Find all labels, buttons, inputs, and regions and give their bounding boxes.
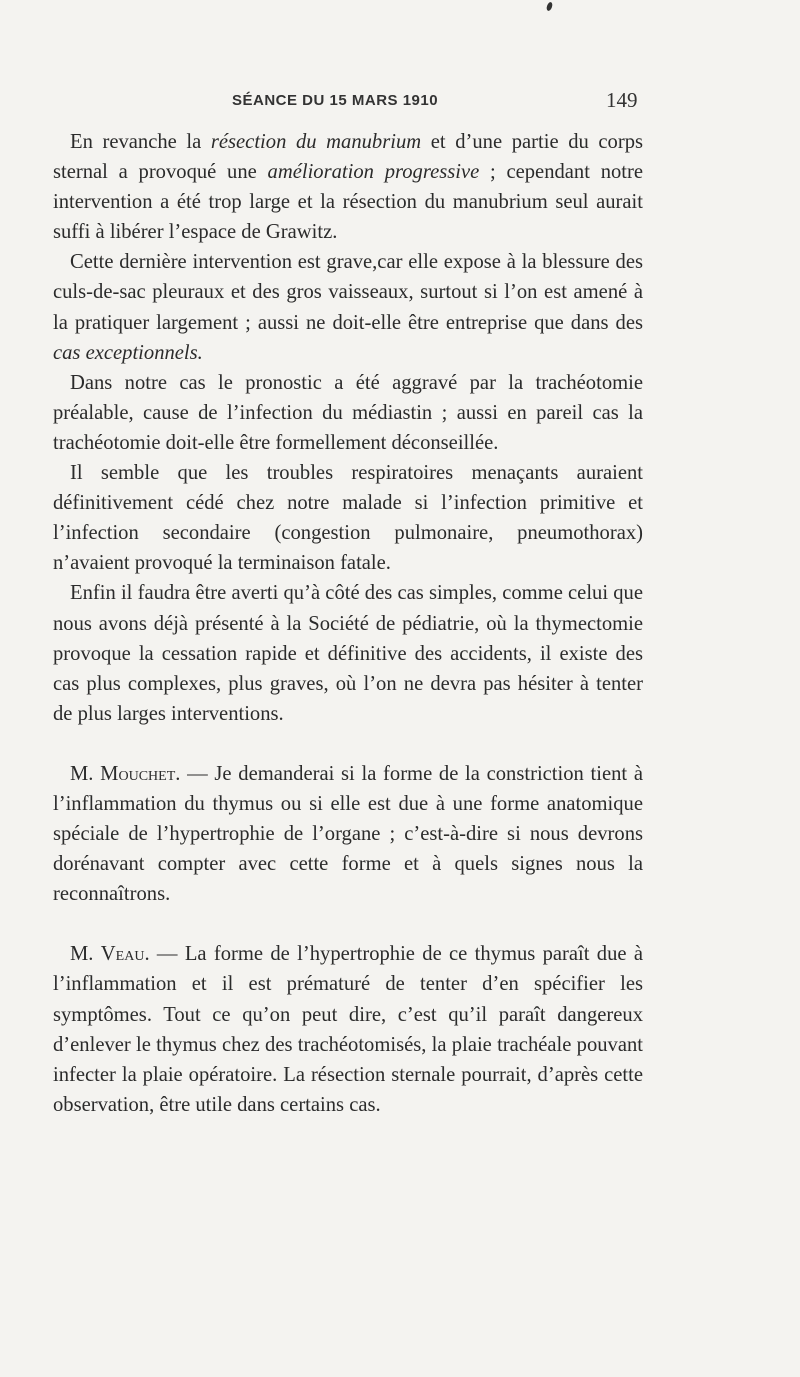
running-head: SÉANCE DU 15 MARS 1910: [232, 92, 439, 109]
paragraph-4: Il semble que les troubles respiratoires menaçants auraient définitivement cédé chez notre malade si l’infection primitive et l’infection secondaire (congestion pulmonaire, pneumothorax) n’avaient provoqué la terminaison fatale.: [53, 462, 643, 575]
speaker-name: Veau: [100, 943, 145, 966]
page-header: [0, 90, 800, 116]
speaker-name: Mouchet: [100, 762, 176, 785]
body-text: [53, 127, 643, 1120]
page-number: 149: [606, 88, 638, 112]
paragraph-veau: M. Veau. — La forme de l’hypertrophie de ce thymus paraît due à l’inflammation et il est prématuré de tenter d’en spécifier les symptômes. Tout ce qu’on peut dire, c’est qu’il paraît dangereux d’enlever le thymus chez des trachéotomisés, la plaie trachéale pouvant infecter la plaie opératoire. La résection sternale pourrait, d’après cette observation, être utile dans certains cas.: [53, 943, 644, 1116]
ink-speck: [546, 1, 554, 11]
section-gap: [53, 729, 643, 759]
section-gap: [53, 909, 643, 939]
paragraph-1: En revanche la résection du manubrium et d’une partie du corps sternal a provoqué une amélioration progressive ; cependant notre intervention a été trop large et la résection du manubrium seul aurait suffi à libérer l’espace de Grawitz.: [53, 131, 644, 244]
paragraph-3: Dans notre cas le pronostic a été aggravé par la trachéotomie préalable, cause de l’infection du médiastin ; aussi en pareil cas la trachéotomie doit-elle être formellement déconseillée.: [53, 371, 643, 454]
paragraph-mouchet: M. Mouchet. — Je demanderai si la forme de la constriction tient à l’inflammation du thymus ou si elle est due à une forme anatomique spéciale de l’hypertrophie de l’organe ; c’est-à-dire si nous devrons dorénavant compter avec cette forme et à quels signes nous la reconnaîtrons.: [53, 762, 644, 906]
paragraph-5: Enfin il faudra être averti qu’à côté des cas simples, comme celui que nous avons déjà présenté à la Société de pédiatrie, où la thymectomie provoque la cessation rapide et définitive des accidents, il existe des cas plus complexes, plus graves, où l’on ne devra pas hésiter à tenter de plus larges interventions.: [53, 582, 643, 725]
paragraph-2: Cette dernière intervention est grave,car elle expose à la blessure des culs-de-sac pleuraux et des gros vaisseaux, surtout si l’on est amené à la pratiquer largement ; aussi ne doit-elle être entreprise que dans des cas exceptionnels.: [53, 251, 643, 364]
